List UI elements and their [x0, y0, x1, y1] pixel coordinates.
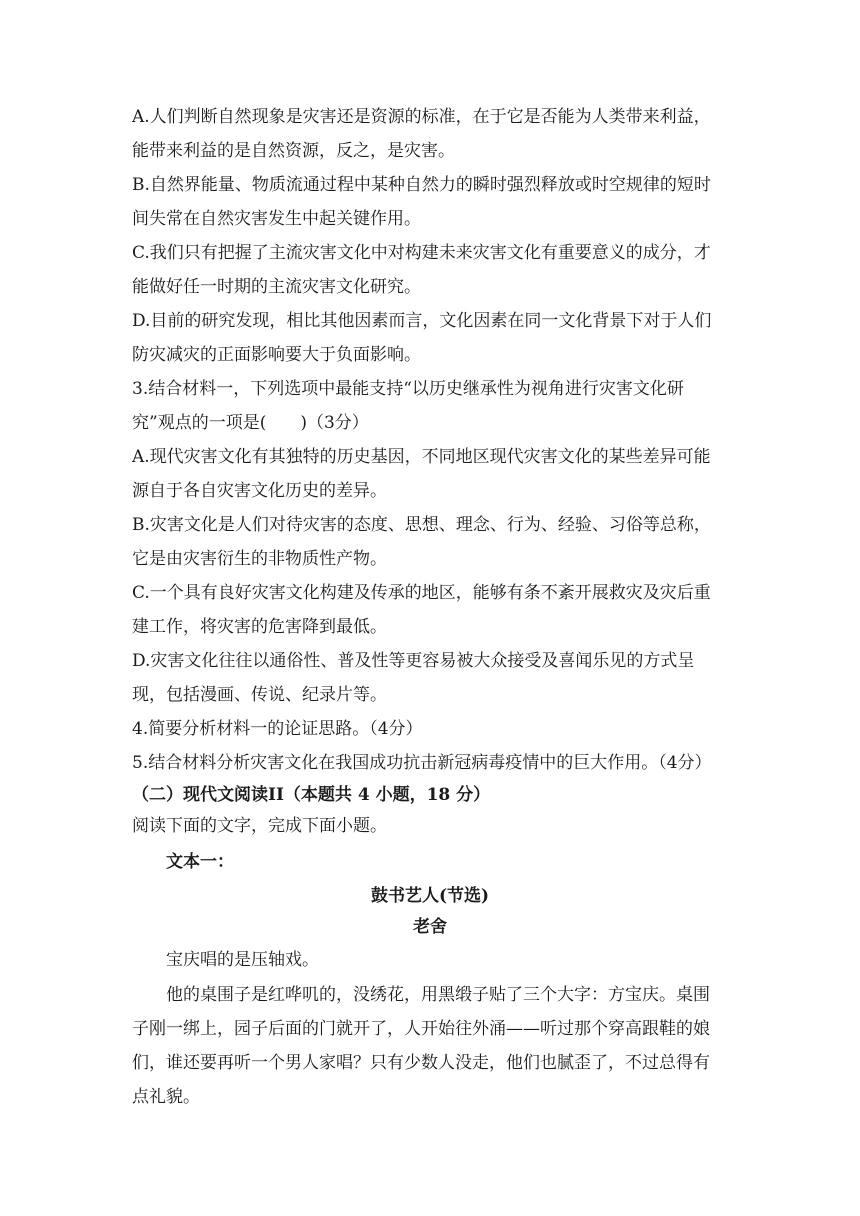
q3-option-b-line1: B.灾害文化是人们对待灾害的态度、思想、理念、行为、经验、习俗等总称， — [132, 515, 711, 535]
q3-option-d-line2: 现，包括漫画、传说、纪录片等。 — [132, 685, 387, 705]
option-b-line2: 间失常在自然灾害发生中起关键作用。 — [132, 209, 421, 229]
question-3-line1: 3.结合材料一，下列选项中最能支持“以历史继承性为视角进行灾害文化研 — [132, 379, 684, 399]
story-paragraph-2-line4: 点礼貌。 — [132, 1087, 200, 1107]
story-paragraph-2-line2: 子刚一绑上，园子后面的门就开了，人开始往外涌——听过那个穿高跟鞋的娘 — [132, 1019, 710, 1039]
option-a-line2: 能带来利益的是自然资源，反之，是灾害。 — [132, 141, 455, 161]
section-heading: （二）现代文阅读II（本题共 4 小题，18 分） — [132, 785, 491, 805]
option-c-line1: C.我们只有把握了主流灾害文化中对构建未来灾害文化有重要意义的成分，才 — [132, 243, 711, 263]
story-paragraph-2-line3: 们，谁还要再听一个男人家唱？只有少数人没走，他们也腻歪了，不过总得有 — [132, 1053, 710, 1073]
question-5: 5.结合材料分析灾害文化在我国成功抗击新冠病毒疫情中的巨大作用。（4分） — [132, 753, 712, 773]
option-c-line2: 能做好任一时期的主流灾害文化研究。 — [132, 277, 421, 297]
q3-option-b-line2: 它是由灾害衍生的非物质性产物。 — [132, 549, 387, 569]
q3-option-a-line2: 源自于各自灾害文化历史的差异。 — [132, 481, 387, 501]
question-3-line2: 究”观点的一项是( )（3分） — [132, 413, 369, 433]
instruction: 阅读下面的文字，完成下面小题。 — [132, 816, 387, 836]
q3-option-d-line1: D.灾害文化往往以通俗性、普及性等更容易被大众接受及喜闻乐见的方式呈 — [132, 651, 695, 671]
option-d-line1: D.目前的研究发现，相比其他因素而言，文化因素在同一文化背景下对于人们 — [132, 311, 712, 331]
option-d-line2: 防灾减灾的正面影响要大于负面影响。 — [132, 345, 421, 365]
option-a-line1: A.人们判断自然现象是灾害还是资源的标准，在于它是否能为人类带来利益， — [132, 107, 711, 127]
story-paragraph-2-line1: 他的桌围子是红哗叽的，没绣花，用黑缎子贴了三个大字：方宝庆。桌围 — [166, 985, 710, 1005]
text-label: 文本一： — [166, 852, 234, 872]
option-b-line1: B.自然界能量、物质流通过程中某种自然力的瞬时强烈释放或时空规律的短时 — [132, 175, 711, 195]
story-author: 老舍 — [413, 917, 447, 937]
story-title: 鼓书艺人(节选) — [370, 886, 490, 906]
q3-option-c-line2: 建工作，将灾害的危害降到最低。 — [132, 617, 387, 637]
q3-option-c-line1: C.一个具有良好灾害文化构建及传承的地区，能够有条不紊开展救灾及灾后重 — [132, 583, 711, 603]
q3-option-a-line1: A.现代灾害文化有其独特的历史基因，不同地区现代灾害文化的某些差异可能 — [132, 447, 711, 467]
question-4: 4.简要分析材料一的论证思路。（4分） — [132, 719, 423, 739]
story-paragraph-1: 宝庆唱的是压轴戏。 — [166, 950, 319, 970]
